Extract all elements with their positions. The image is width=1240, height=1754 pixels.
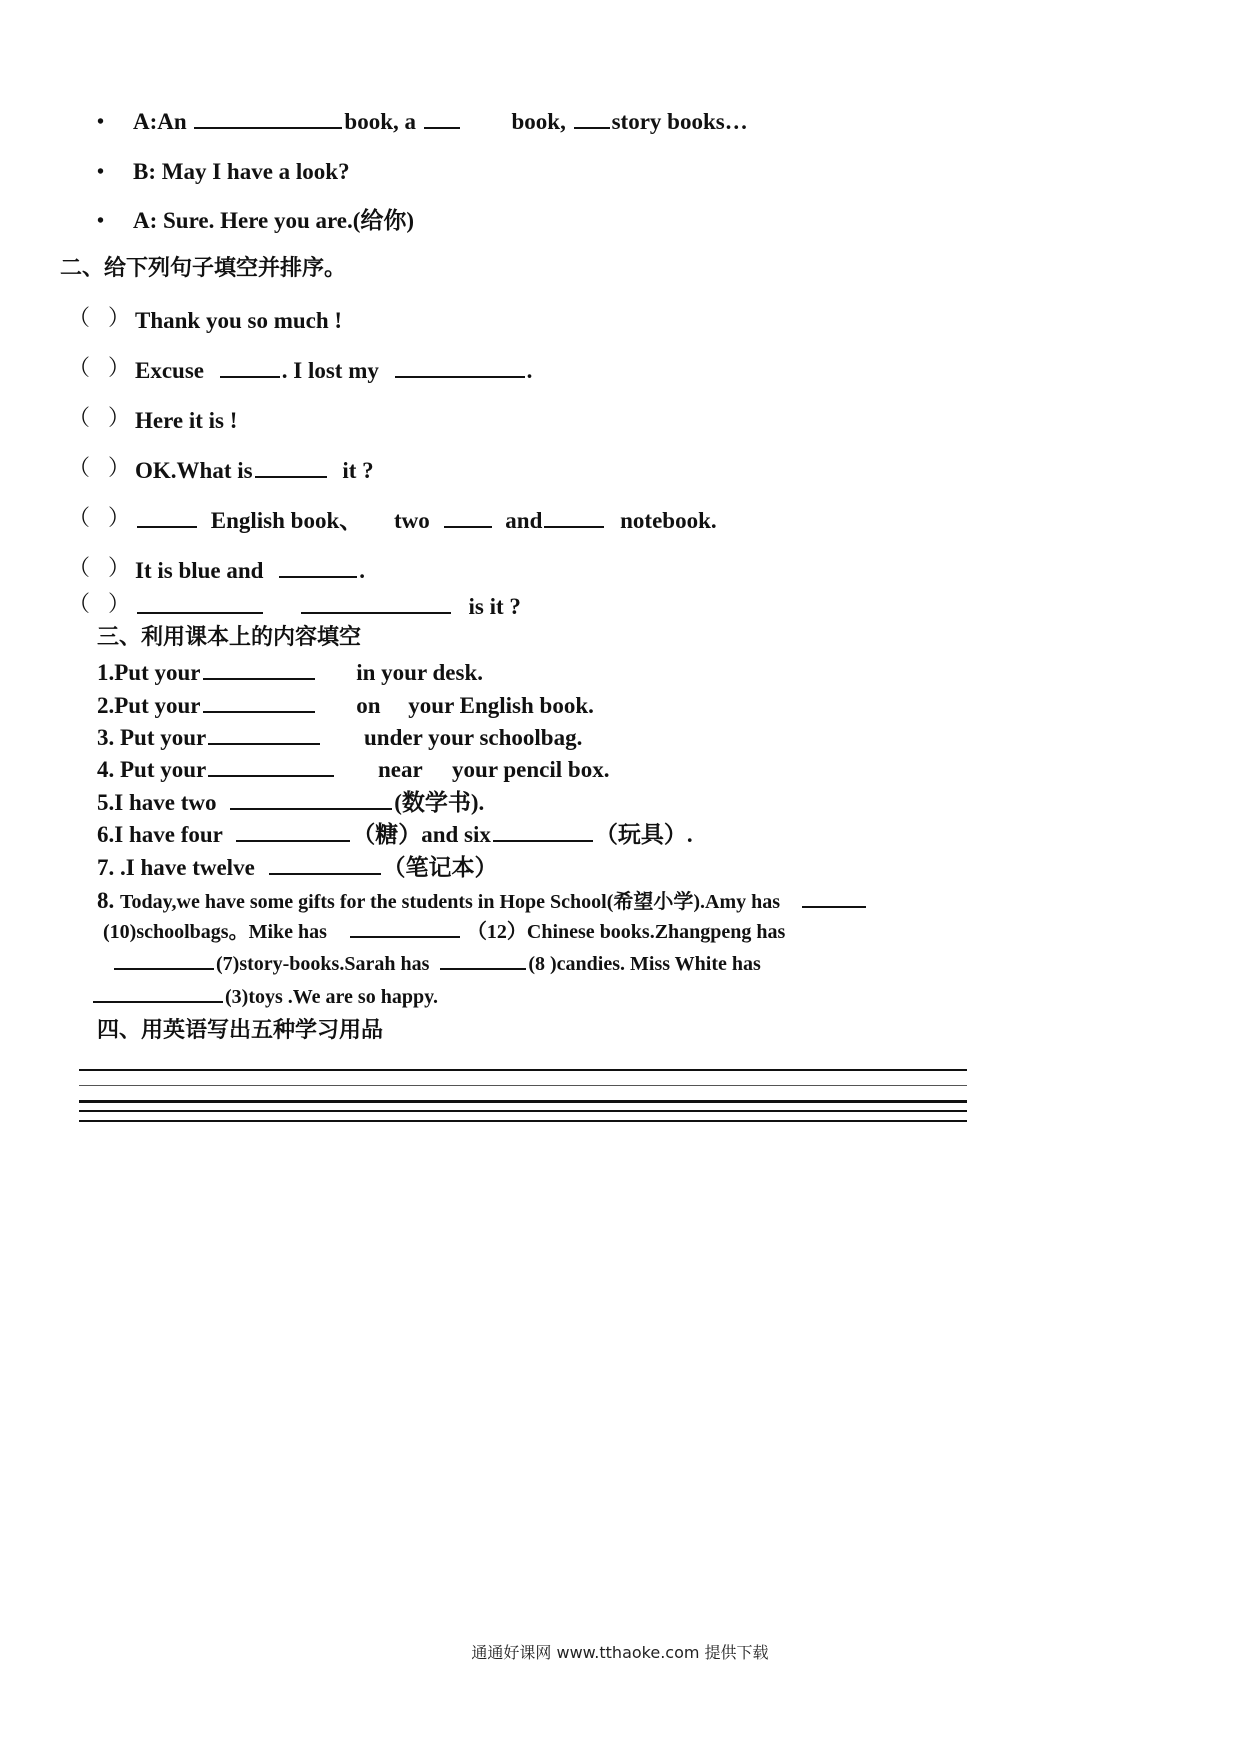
blank[interactable] (230, 806, 392, 810)
fill-question-1: 1.Put your in your desk. (97, 660, 484, 685)
dialogue-line-1: A:An book, a book, story books… (133, 109, 748, 134)
blank[interactable] (236, 838, 350, 842)
blank[interactable] (220, 374, 280, 378)
blank[interactable] (208, 773, 334, 777)
fill-question-7: 7. .I have twelve （笔记本） (97, 855, 498, 880)
section-4-heading: 四、用英语写出五种学习用品 (97, 1018, 384, 1043)
answer-line[interactable] (79, 1069, 967, 1071)
paren-open: （ (68, 306, 91, 331)
blank[interactable] (544, 524, 604, 528)
paren-close: ） (108, 556, 131, 581)
section-2-heading: 二、给下列句子填空并排序。 (60, 256, 347, 281)
blank[interactable] (395, 374, 525, 378)
fill-question-8-line-4: (3)toys .We are so happy. (91, 987, 438, 1007)
answer-line[interactable] (79, 1085, 967, 1086)
bullet-dot: • (97, 111, 105, 133)
blank[interactable] (255, 474, 327, 478)
paren-close: ） (108, 456, 131, 481)
blank[interactable] (137, 610, 263, 614)
fill-question-6: 6.I have four （糖）and six （玩具）. (97, 822, 693, 847)
blank[interactable] (301, 610, 451, 614)
dialogue-line-3: A: Sure. Here you are.(给你) (133, 208, 415, 233)
ordering-item-7: is it ? (135, 595, 521, 618)
paren-open: （ (68, 406, 91, 431)
blank[interactable] (279, 574, 357, 578)
ordering-item-5: English book、 two and notebook. (135, 509, 717, 532)
fill-question-2: 2.Put your on your English book. (97, 693, 594, 718)
paren-close: ） (108, 506, 131, 531)
blank[interactable] (350, 934, 460, 938)
fill-question-8-line-1: 8. Today,we have some gifts for the students in Hope School(希望小学).Amy has (97, 889, 868, 912)
answer-line[interactable] (79, 1120, 967, 1122)
fill-question-8-line-3: (7)story-books.Sarah has (8 )candies. Miss White has (112, 954, 761, 974)
fill-question-3: 3. Put your under your schoolbag. (97, 725, 583, 750)
blank[interactable] (424, 125, 460, 129)
fill-question-5: 5.I have two (数学书). (97, 790, 485, 815)
ordering-item-1: Thank you so much ! (135, 308, 343, 333)
paren-close: ） (108, 592, 131, 617)
blank[interactable] (444, 524, 492, 528)
blank[interactable] (194, 125, 342, 129)
section-3-heading: 三、利用课本上的内容填空 (97, 625, 362, 650)
paren-close: ） (108, 406, 131, 431)
answer-line[interactable] (79, 1110, 967, 1112)
fill-question-4: 4. Put your near your pencil box. (97, 757, 610, 782)
blank[interactable] (114, 966, 214, 970)
ordering-item-6: It is blue and . (135, 558, 365, 583)
paren-open: （ (68, 506, 91, 531)
paren-open: （ (68, 356, 91, 381)
ordering-item-2: Excuse . I lost my . (135, 358, 533, 383)
blank[interactable] (269, 871, 381, 875)
ordering-item-3: Here it is ! (135, 408, 238, 433)
blank[interactable] (208, 741, 320, 745)
paren-open: （ (68, 592, 91, 617)
blank[interactable] (203, 709, 315, 713)
paren-close: ） (108, 356, 131, 381)
answer-line[interactable] (79, 1100, 967, 1103)
blank[interactable] (93, 999, 223, 1003)
bullet-dot: • (97, 210, 105, 232)
dialogue-line-2: B: May I have a look? (133, 159, 350, 184)
footer-credit: 通通好课网 www.tthaoke.com 提供下载 (471, 1643, 769, 1662)
blank[interactable] (574, 125, 610, 129)
fill-question-8-line-2: (10)schoolbags。Mike has （12）Chinese books.Zhangpeng has (103, 921, 786, 943)
blank[interactable] (802, 904, 866, 908)
blank[interactable] (493, 838, 593, 842)
paren-close: ） (108, 306, 131, 331)
paren-open: （ (68, 556, 91, 581)
blank[interactable] (203, 676, 315, 680)
blank[interactable] (440, 966, 526, 970)
blank[interactable] (137, 524, 197, 528)
paren-open: （ (68, 456, 91, 481)
bullet-dot: • (97, 161, 105, 183)
ordering-item-4: OK.What is it ? (135, 458, 374, 483)
